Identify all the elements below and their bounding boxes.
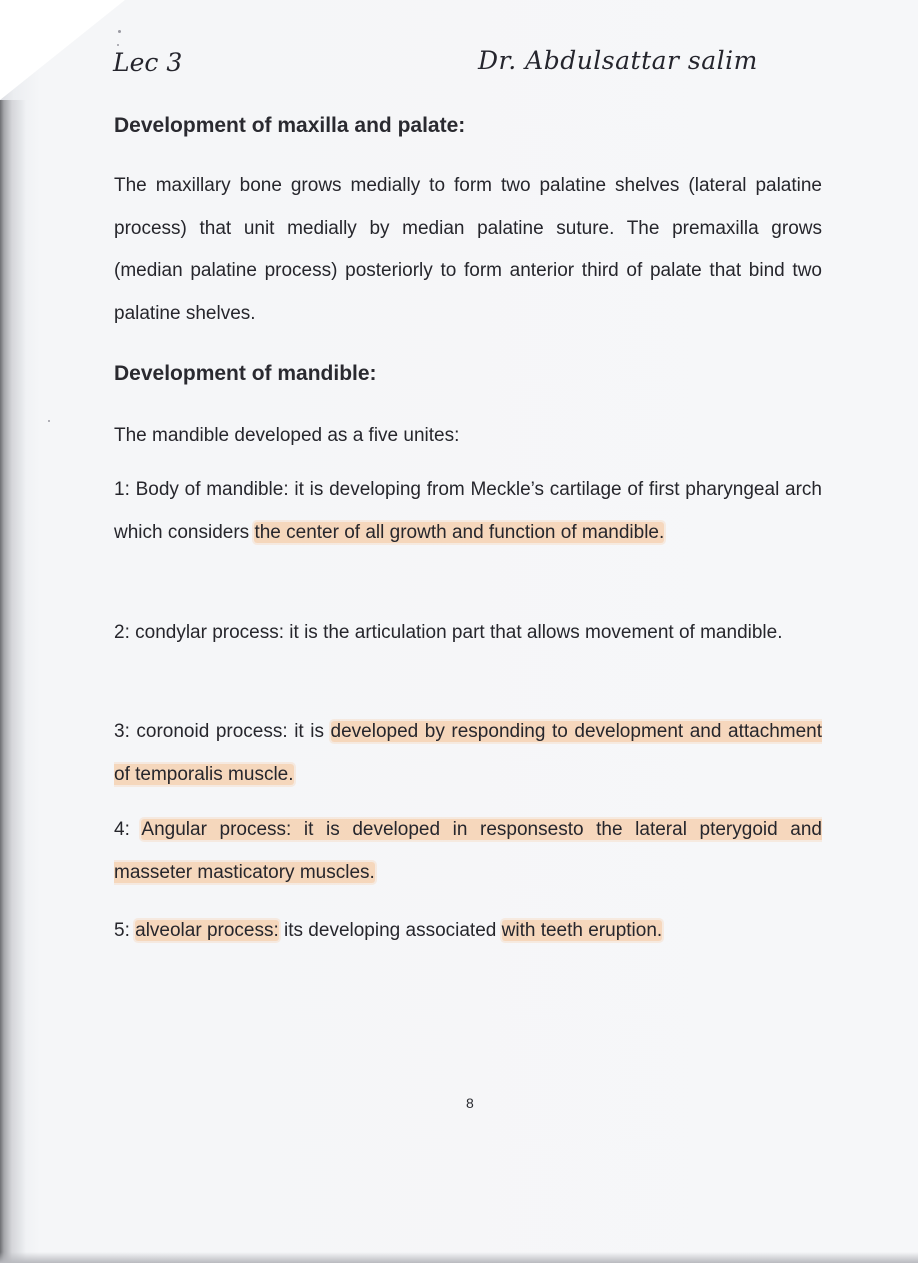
lecture-label: Lec 3	[113, 48, 183, 77]
section-heading-maxilla: Development of maxilla and palate:	[114, 114, 466, 137]
author-name: Dr. Abdulsattar salim	[478, 46, 758, 75]
list-item-body-of-mandible	[114, 469, 822, 554]
page-number: 8	[466, 1095, 474, 1111]
section-heading-mandible: Development of mandible:	[114, 362, 377, 385]
highlighted-text: developed by responding to development and attachment of temporalis muscle.	[114, 721, 822, 785]
highlighted-text: alveolar process:	[135, 920, 279, 941]
folded-corner	[0, 0, 125, 100]
page-bottom-edge	[0, 1252, 918, 1263]
highlighted-text: the center of all growth and function of mandible.	[254, 521, 665, 543]
scan-speck	[117, 44, 119, 46]
highlighted-text: with teeth eruption.	[501, 920, 663, 941]
scan-speck	[118, 30, 121, 33]
item-text: 1: Body of mandible: it is developing from Meckle’s cartilage of first pharyngeal arch which considers	[114, 479, 822, 543]
item-text: 5:	[114, 920, 136, 941]
list-item-alveolar-process	[114, 910, 822, 953]
page-edge-shadow	[0, 100, 26, 1263]
paragraph-maxilla: The maxillary bone grows medially to form two palatine shelves (lateral palatine process) that unit medially by median palatine suture. The premaxilla grows (median palatine process) posteriorly to form anterior third of palate that bind two palatine shelves.	[114, 175, 822, 324]
scan-speck	[48, 420, 50, 422]
highlighted-text: Angular process: it is developed in responsesto the lateral pterygoid and masseter masticatory muscles.	[114, 819, 822, 883]
list-item-coronoid-process	[114, 711, 822, 796]
list-item-condylar-process: 2: condylar process: it is the articulation part that allows movement of mandible.	[114, 622, 783, 643]
item-text: 3: coronoid process: it is	[114, 721, 331, 742]
list-item-angular-process	[114, 809, 822, 894]
item-text: 4:	[114, 819, 142, 840]
item-text: its developing associated	[278, 920, 502, 941]
mandible-intro: The mandible developed as a five unites:	[114, 425, 460, 446]
